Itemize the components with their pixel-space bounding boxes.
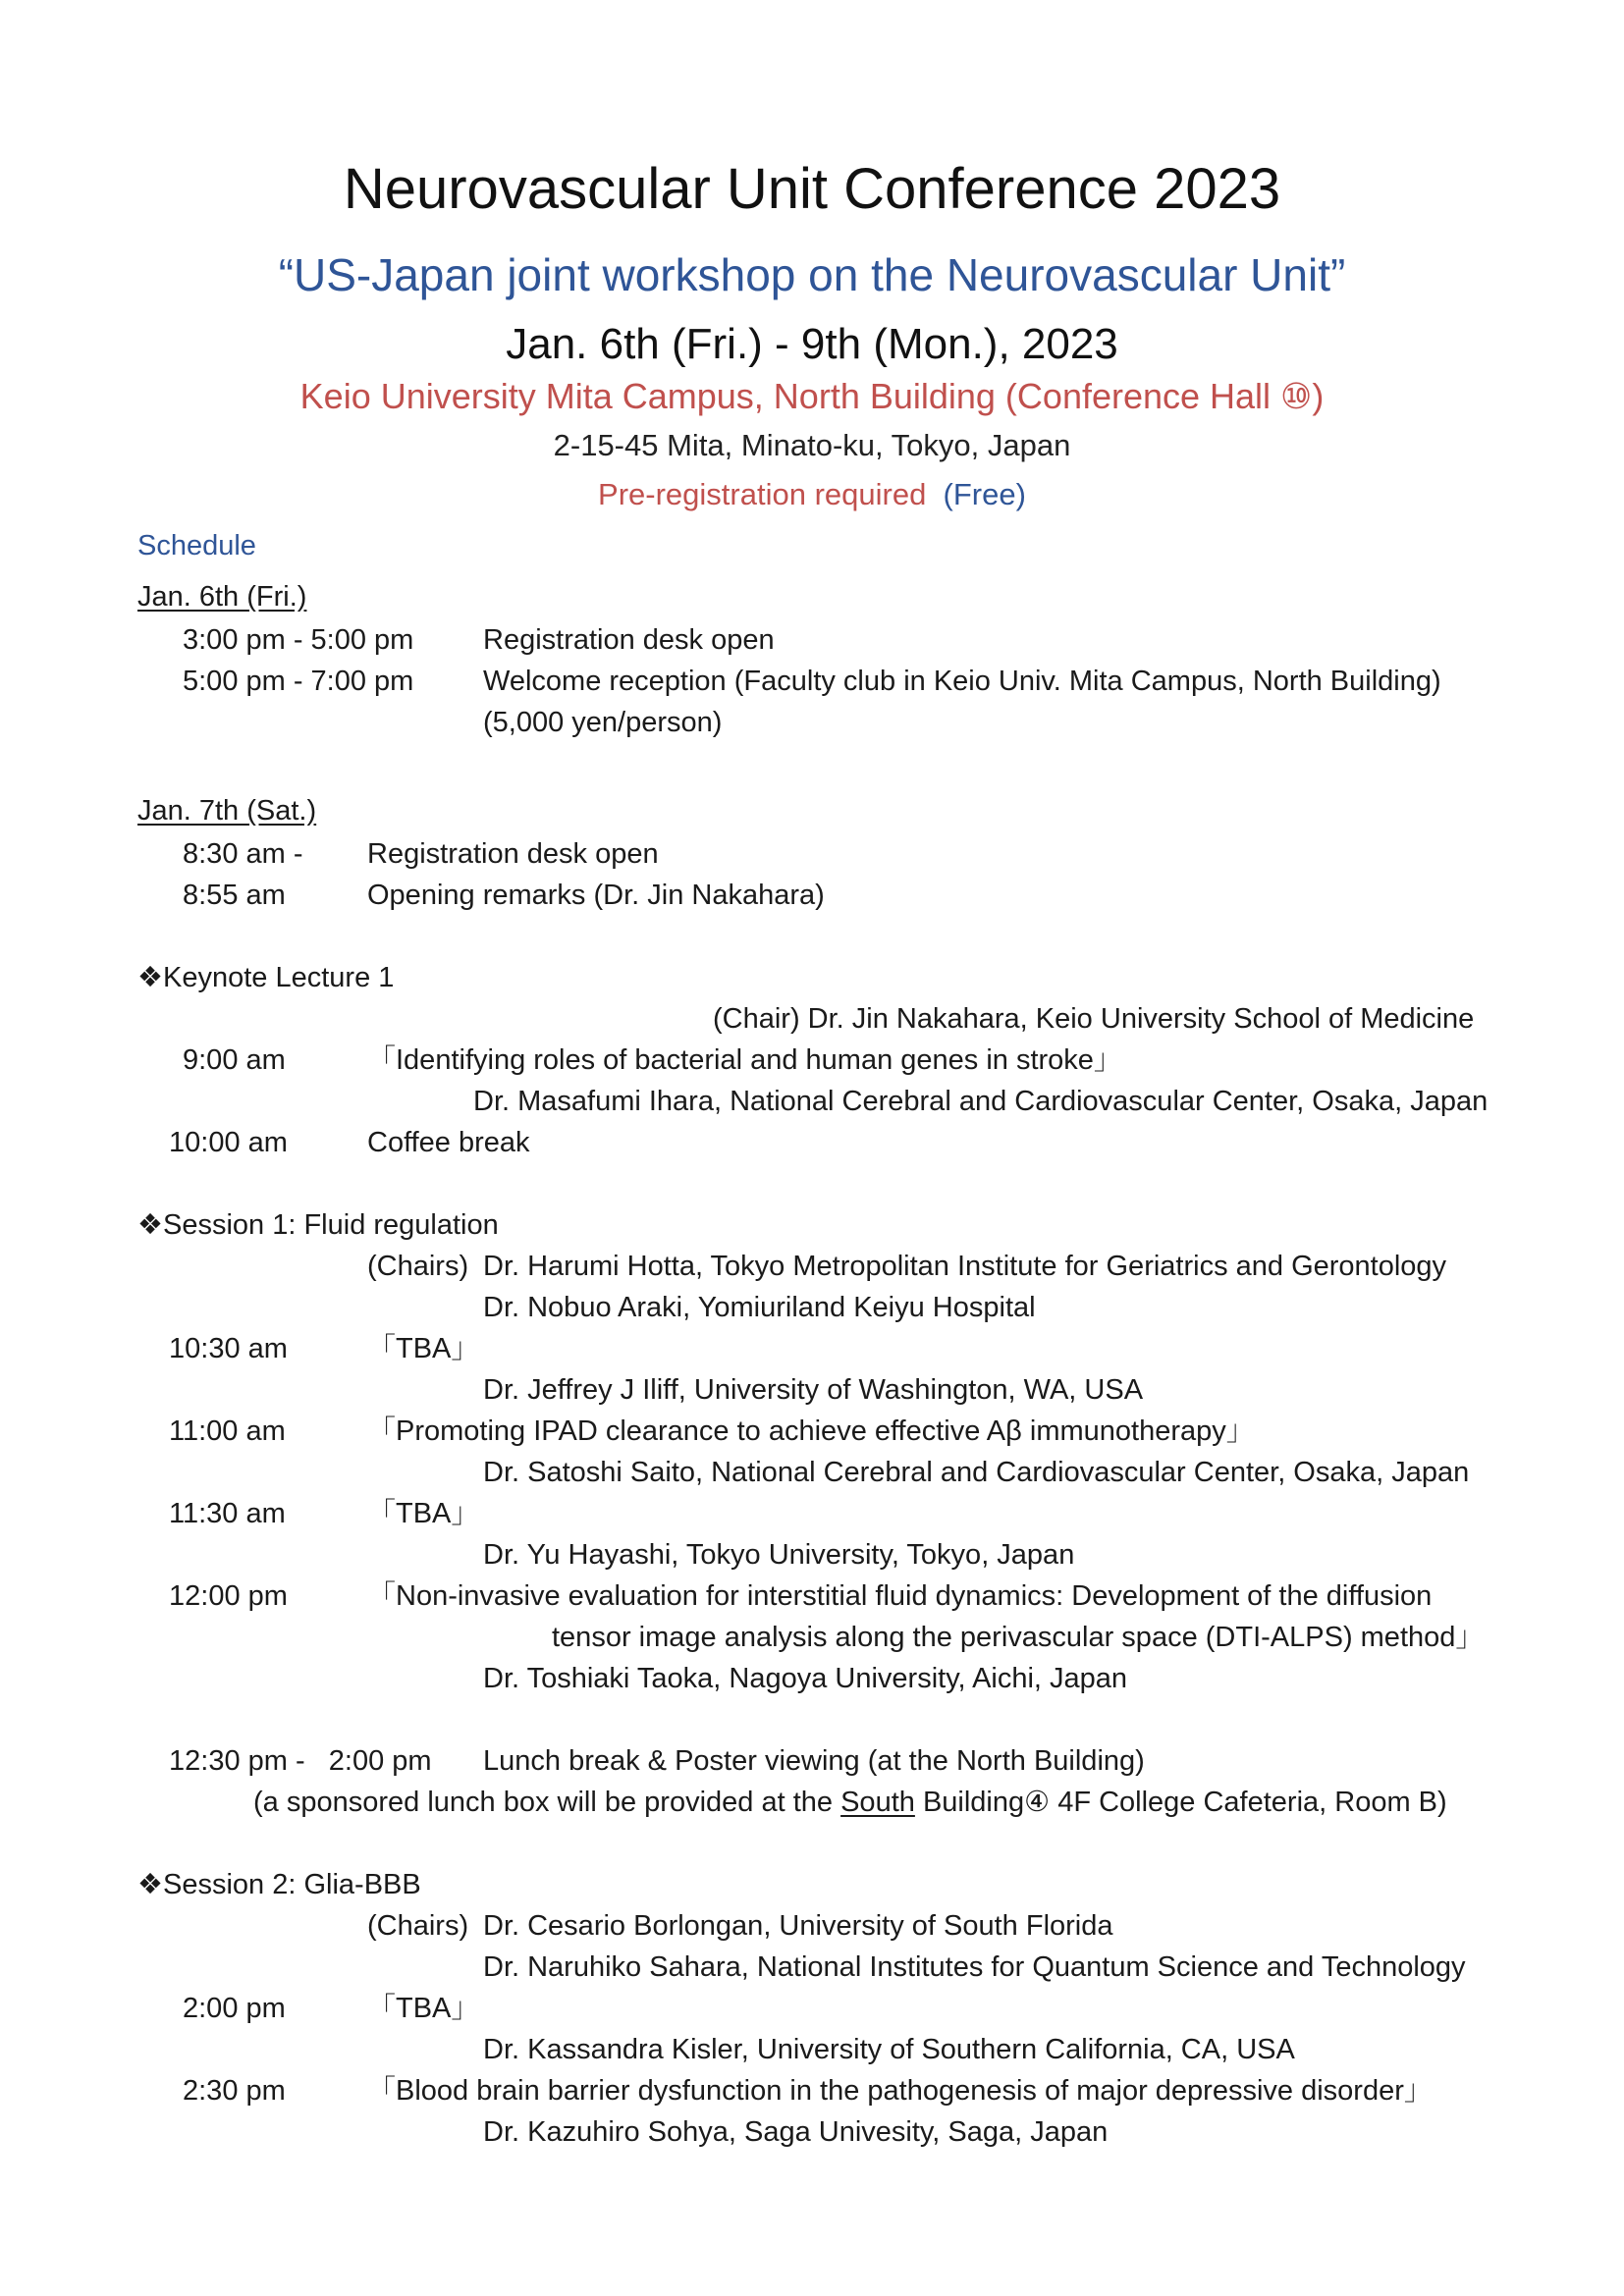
- session1-talk4-title-cont: tensor image analysis along the perivascular space (DTI-ALPS) method」: [552, 1622, 1485, 1653]
- session1-chair-1: Dr. Harumi Hotta, Tokyo Metropolitan Institute for Geriatrics and Gerontology: [483, 1251, 1447, 1282]
- session2-heading: ❖Session 2: Glia-BBB: [137, 1869, 421, 1900]
- session2-chair-2: Dr. Naruhiko Sahara, National Institutes for Quantum Science and Technology: [483, 1951, 1466, 1983]
- prereg-required: Pre-registration required: [598, 477, 927, 511]
- coffee-break-time: 10:00 am: [169, 1127, 288, 1158]
- conference-dates: Jan. 6th (Fri.) - 9th (Mon.), 2023: [506, 320, 1118, 368]
- keynote-talk-title: 「Identifying roles of bacterial and human genes in stroke」: [367, 1044, 1122, 1076]
- session1-talk2-time: 11:00 am: [169, 1415, 286, 1447]
- venue-address: 2-15-45 Mita, Minato-ku, Tokyo, Japan: [553, 428, 1071, 462]
- session2-talk2-time: 2:30 pm: [183, 2075, 286, 2107]
- lunch-note: [253, 1785, 1447, 1820]
- session1-heading: ❖Session 1: Fluid regulation: [137, 1209, 499, 1241]
- day2-event-2: Opening remarks (Dr. Jin Nakahara): [367, 880, 825, 911]
- session1-chair-2: Dr. Nobuo Araki, Yomiuriland Keiyu Hospital: [483, 1292, 1036, 1323]
- workshop-subtitle: “US-Japan joint workshop on the Neurovascular Unit”: [278, 249, 1346, 300]
- keynote-chair: (Chair) Dr. Jin Nakahara, Keio University School of Medicine: [713, 1003, 1475, 1035]
- session2-talk2-title: 「Blood brain barrier dysfunction in the pathogenesis of major depressive disorder」: [367, 2075, 1433, 2107]
- session1-talk4-time: 12:00 pm: [169, 1580, 288, 1612]
- session2-chairs-label: (Chairs): [367, 1910, 469, 1942]
- day2-event-1: Registration desk open: [367, 838, 659, 870]
- day1-time-1: 3:00 pm - 5:00 pm: [183, 624, 414, 656]
- session2-talk1-speaker: Dr. Kassandra Kisler, University of Southern California, CA, USA: [483, 2034, 1295, 2065]
- day1-time-2: 5:00 pm - 7:00 pm: [183, 666, 414, 697]
- day1-event-1: Registration desk open: [483, 624, 775, 656]
- day1-event-2: Welcome reception (Faculty club in Keio Univ. Mita Campus, North Building): [483, 666, 1441, 697]
- conference-venue: Keio University Mita Campus, North Building (Conference Hall ⑩): [299, 376, 1325, 416]
- day1-event-2-fee: (5,000 yen/person): [483, 707, 723, 738]
- lunch-note-before: (a sponsored lunch box will be provided at the: [253, 1787, 841, 1818]
- session1-talk1-title: 「TBA」: [367, 1333, 480, 1364]
- session1-talk1-time: 10:30 am: [169, 1333, 288, 1364]
- session1-talk1-speaker: Dr. Jeffrey J Iliff, University of Washington, WA, USA: [483, 1374, 1144, 1406]
- lunch-note-after: Building④ 4F College Cafeteria, Room B): [914, 1787, 1447, 1818]
- session2-talk1-title: 「TBA」: [367, 1993, 480, 2024]
- session1-talk4-speaker: Dr. Toshiaki Taoka, Nagoya University, Aichi, Japan: [483, 1663, 1128, 1694]
- session1-talk4-title: 「Non-invasive evaluation for interstitial fluid dynamics: Development of the diffusion: [367, 1580, 1433, 1612]
- day2-time-2: 8:55 am: [183, 880, 286, 911]
- keynote-talk-speaker: Dr. Masafumi Ihara, National Cerebral and Cardiovascular Center, Osaka, Japan: [473, 1086, 1489, 1117]
- session2-talk2-speaker: Dr. Kazuhiro Sohya, Saga Univesity, Saga, Japan: [483, 2116, 1109, 2148]
- coffee-break-label: Coffee break: [367, 1127, 530, 1158]
- lunch-label: Lunch break & Poster viewing (at the North Building): [483, 1745, 1145, 1777]
- keynote-heading: ❖Keynote Lecture 1: [137, 962, 395, 993]
- session1-talk3-time: 11:30 am: [169, 1498, 286, 1529]
- day2-label: Jan. 7th (Sat.): [137, 795, 317, 827]
- keynote-talk-time: 9:00 am: [183, 1044, 286, 1076]
- prereg-free: (Free): [943, 477, 1026, 511]
- session1-talk2-title: 「Promoting IPAD clearance to achieve effective Aβ immunotherapy」: [367, 1415, 1255, 1447]
- conference-title: Neurovascular Unit Conference 2023: [343, 157, 1281, 221]
- schedule-heading: Schedule: [137, 530, 256, 561]
- session1-talk3-title: 「TBA」: [367, 1498, 480, 1529]
- day2-time-1: 8:30 am -: [183, 838, 303, 870]
- lunch-note-south: South: [840, 1787, 915, 1818]
- session1-chairs-label: (Chairs): [367, 1251, 469, 1282]
- session1-talk3-speaker: Dr. Yu Hayashi, Tokyo University, Tokyo, Japan: [483, 1539, 1075, 1571]
- session2-chair-1: Dr. Cesario Borlongan, University of South Florida: [483, 1910, 1113, 1942]
- session1-talk2-speaker: Dr. Satoshi Saito, National Cerebral and Cardiovascular Center, Osaka, Japan: [483, 1457, 1470, 1488]
- day1-label: Jan. 6th (Fri.): [137, 581, 307, 613]
- lunch-time: 12:30 pm - 2:00 pm: [169, 1745, 432, 1777]
- preregistration-note: [0, 475, 1624, 514]
- session2-talk1-time: 2:00 pm: [183, 1993, 286, 2024]
